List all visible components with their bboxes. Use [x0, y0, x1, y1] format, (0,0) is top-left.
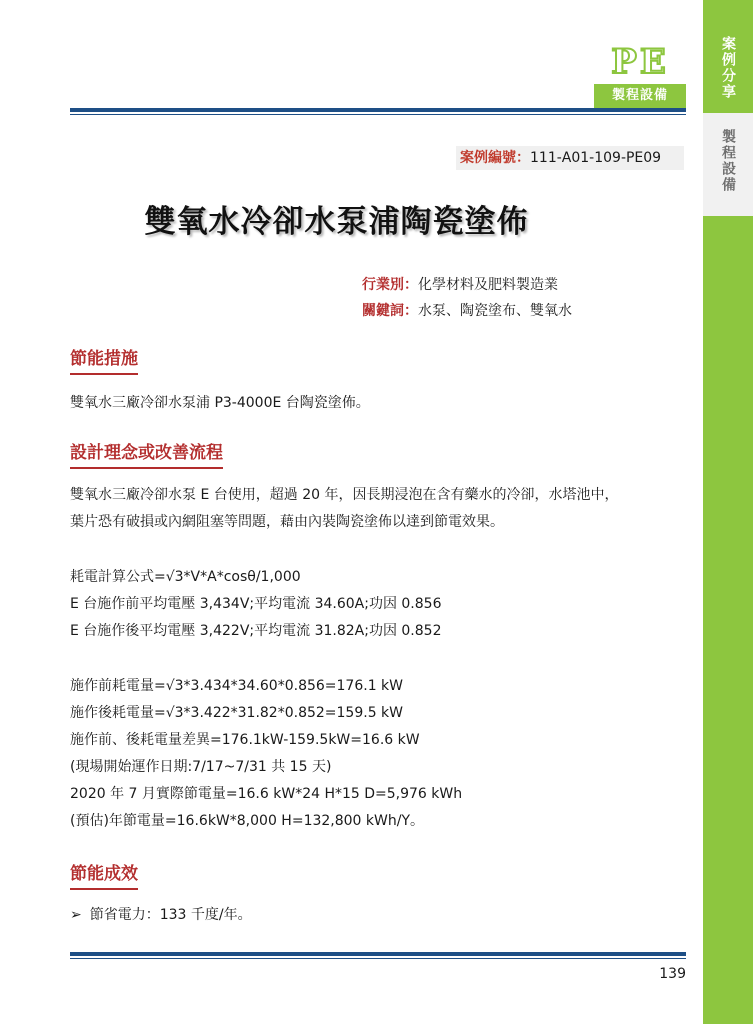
measures-body: 雙氧水三廠冷卻水泵浦 P3-4000E 台陶瓷塗佈。 [70, 395, 370, 411]
page-number: 139 [659, 966, 686, 982]
design-line-1: 雙氧水三廠冷卻水泵 E 台使用，超過 20 年，因長期浸泡在含有藥水的冷卻，水塔池中， [70, 487, 619, 503]
result-line-5: 2020 年 7 月實際節電量=16.6 kW*24 H*15 D=5,976 kWh [70, 786, 463, 802]
industry-line [362, 274, 558, 296]
result-line-4: (現場開始運作日期:7/17~7/31 共 15 天) [70, 759, 332, 775]
category-label: 製程設備 [594, 84, 686, 108]
calc-line-2: E 台施作前平均電壓 3,434V;平均電流 34.60A;功因 0.856 [70, 596, 442, 612]
results-bullet [70, 902, 252, 929]
page-title: 雙氧水冷卻水泵浦陶瓷塗佈 [144, 204, 529, 240]
keywords-label: 關鍵詞： [362, 303, 418, 319]
pe-logo: PE [611, 42, 669, 82]
footer-rule-thick [70, 952, 686, 956]
result-line-1: 施作前耗電量=√3*3.434*34.60*0.856=176.1 kW [70, 678, 404, 694]
header-rule-thin [70, 114, 686, 115]
section-heading-measures: 節能措施 [70, 346, 138, 375]
footer-rule-thin [70, 958, 686, 959]
result-line-6: (預估)年節電量=16.6kW*8,000 H=132,800 kWh/Y。 [70, 813, 424, 829]
result-line-3: 施作前、後耗電量差異=176.1kW-159.5kW=16.6 kW [70, 732, 420, 748]
side-tab-case-sharing-label: 案例分享 [720, 36, 736, 100]
header-rule-thick [70, 108, 686, 112]
industry-label: 行業別： [362, 277, 418, 293]
keywords-line [362, 300, 572, 322]
bullet-arrow-icon: ➢ [70, 907, 82, 923]
industry-value: 化學材料及肥料製造業 [418, 277, 558, 293]
design-line-2: 葉片恐有破損或內網阻塞等問題，藉由內裝陶瓷塗佈以達到節電效果。 [70, 514, 504, 530]
case-number-label: 案例編號： [460, 150, 530, 166]
calc-line-3: E 台施作後平均電壓 3,422V;平均電流 31.82A;功因 0.852 [70, 623, 442, 639]
calc-line-1: 耗電計算公式=√3*V*A*cosθ/1,000 [70, 569, 301, 585]
keywords-value: 水泵、陶瓷塗布、雙氧水 [418, 303, 572, 319]
results-bullet-text: 節省電力：133 千度/年。 [89, 907, 252, 923]
result-line-2: 施作後耗電量=√3*3.422*31.82*0.852=159.5 kW [70, 705, 404, 721]
section-heading-results: 節能成效 [70, 861, 138, 890]
section-heading-design: 設計理念或改善流程 [70, 440, 223, 469]
side-tab-process-equipment-label: 製程設備 [720, 129, 736, 193]
case-number-box [456, 146, 684, 170]
case-number-value: 111-A01-109-PE09 [530, 150, 662, 166]
side-tab-case-sharing[interactable] [703, 0, 753, 112]
